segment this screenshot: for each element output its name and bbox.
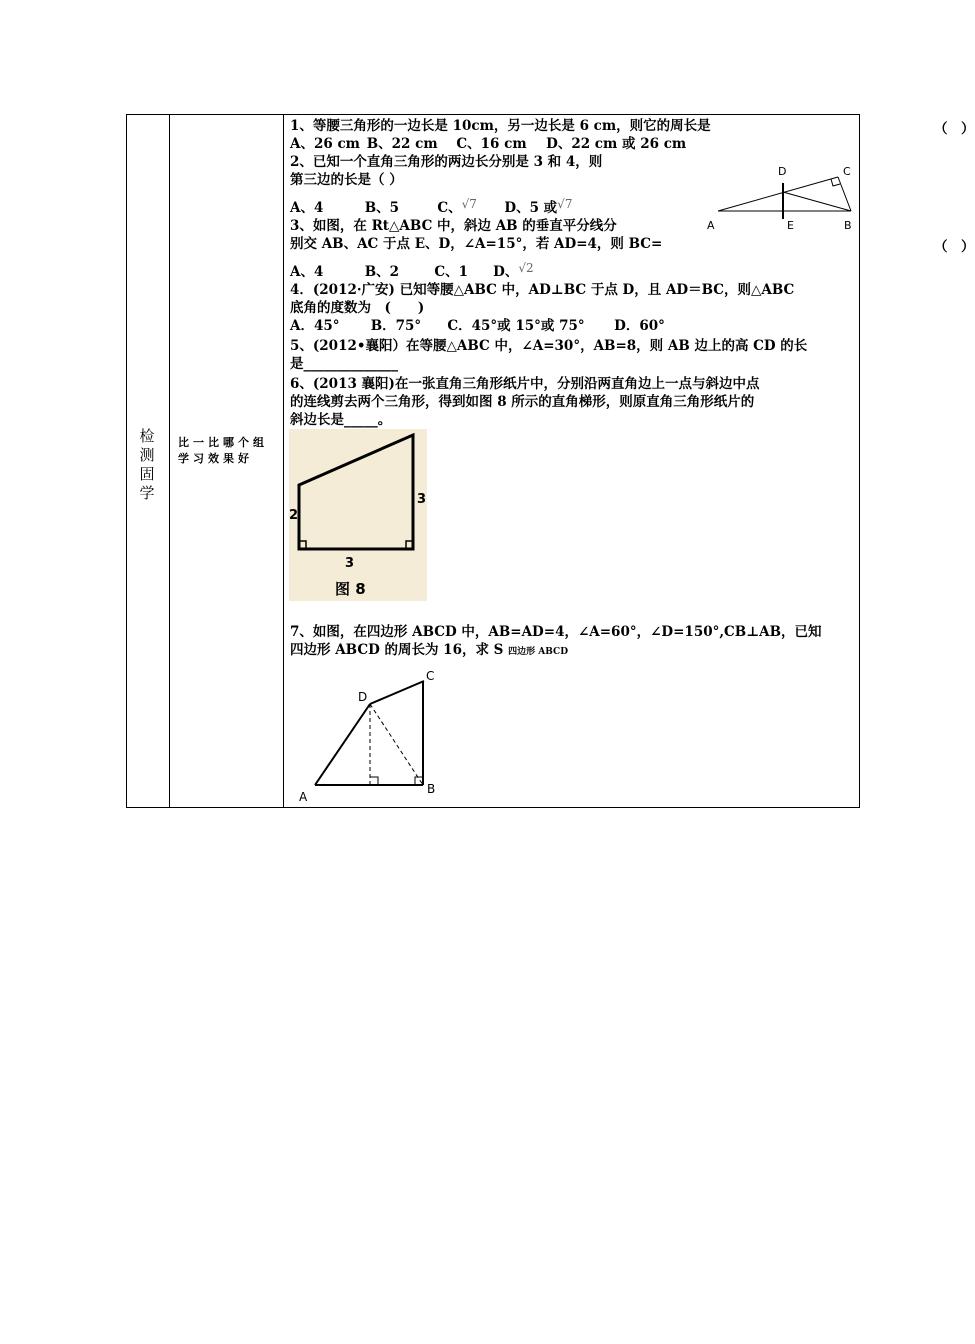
- q7-figure: [292, 667, 452, 803]
- q3-stem-1: 3、如图，在 Rt△ABC 中，斜边 AB 的垂直平分线分: [290, 218, 617, 234]
- q3-option-a: A、4: [290, 264, 324, 280]
- q3-option-d: D、: [493, 264, 519, 280]
- q7-diagonal-dashed: [370, 704, 423, 785]
- q2-option-a: A、4: [290, 200, 324, 216]
- section-column: [127, 115, 170, 807]
- q1-option-a: A、26 cm: [290, 136, 360, 152]
- section-title-char: 检: [139, 427, 155, 445]
- q7-right-angle-b: [415, 777, 423, 785]
- note-text: 比一比哪个组学习效果好: [178, 436, 268, 465]
- q3-label-d: D: [778, 165, 787, 178]
- q7-side-dc: [370, 681, 424, 704]
- q3-option-b: B、2: [364, 264, 400, 280]
- q1-option-b: B、22 cm: [366, 136, 438, 152]
- q6-figure: [289, 429, 427, 601]
- q3-sqrt2: √2: [518, 261, 534, 275]
- q7-right-angle-foot: [370, 777, 378, 785]
- q7-label-d: D: [358, 690, 368, 704]
- q3-label-b: B: [844, 219, 852, 232]
- q1-option-d: D、22 cm 或 26 cm: [546, 136, 687, 152]
- q3-label-e: E: [787, 219, 794, 232]
- q6-stem-2: 的连线剪去两个三角形，得到如图 8 所示的直角梯形，则原直角三角形纸片的: [290, 394, 755, 410]
- q7-side-ad: [315, 704, 370, 785]
- q5-stem-1: 5、(2012•襄阳）在等腰△ABC 中，∠A=30°，AB=8，则 AB 边上的高 CD 的长: [290, 338, 808, 354]
- q4-stem-2: 底角的度数为 ( ): [290, 300, 425, 316]
- q2-options: [290, 199, 572, 217]
- q3-label-c: C: [843, 165, 851, 178]
- q2-sqrt7b: √7: [557, 197, 573, 211]
- q3-stem-2: 别交 AB、AC 于点 E、D，∠A=15°，若 AD=4，则 BC=: [290, 236, 663, 252]
- exercise-table: [126, 114, 975, 808]
- q1-option-c: C、16 cm: [456, 136, 527, 152]
- q2-option-b: B、5: [364, 200, 400, 216]
- q3-option-c: C、1: [434, 264, 469, 280]
- q7-stem-1: 7、如图，在四边形 ABCD 中，AB=AD=4，∠A=60°，∠D=150°,CB⊥AB，已知: [290, 624, 822, 640]
- questions-column: [284, 115, 975, 807]
- note-column: [170, 115, 284, 807]
- q2-option-c: C、: [437, 200, 462, 216]
- q5-stem-2: 是______________: [290, 356, 398, 372]
- q7-stem-2: [290, 641, 568, 661]
- q3-options: [290, 263, 534, 281]
- section-title-char: 固: [139, 465, 155, 483]
- q4-stem-1: 4．(2012·广安) 已知等腰△ABC 中，AD⊥BC 于点 D，且 AD＝BC，则△ABC: [290, 282, 795, 298]
- q7-subscript: 四边形 ABCD: [508, 647, 568, 657]
- q3-segment-db: [783, 192, 851, 211]
- q3-side-cb: [838, 177, 851, 211]
- q4-option-b: B．75°: [370, 318, 422, 334]
- q4-option-c: C．45°或 15°或 75°: [447, 318, 585, 334]
- q2-stem-1: 2、已知一个直角三角形的两边长分别是 3 和 4，则: [290, 154, 603, 170]
- q6-caption: 图 8: [335, 580, 366, 598]
- q6-stem-3: 斜边长是_____。: [290, 412, 392, 428]
- q7-label-a: A: [299, 790, 308, 804]
- q2-sqrt7: √7: [461, 197, 477, 211]
- q6-stem-1: 6、(2013 襄阳)在一张直角三角形纸片中，分别沿两直角边上一点与斜边中点: [290, 376, 760, 392]
- q6-figure-background: [289, 429, 427, 601]
- q6-label-left: 2: [289, 508, 299, 523]
- q2-option-d: D、5 或: [504, 200, 558, 216]
- q4-option-d: D．60°: [614, 318, 665, 334]
- q1-stem: 1、等腰三角形的一边长是 10cm，另一边长是 6 cm，则它的周长是: [290, 118, 711, 134]
- q3-figure: [704, 163, 854, 235]
- q3-label-a: A: [707, 219, 715, 232]
- q3-side-ac: [718, 177, 838, 211]
- q7-label-b: B: [427, 782, 436, 796]
- q7-label-c: C: [426, 669, 435, 683]
- q2-stem-2: 第三边的长是（ ）: [290, 172, 403, 188]
- q1-options: [290, 135, 686, 153]
- q1-paren: （ ）: [934, 121, 975, 137]
- section-title-char: 学: [139, 484, 155, 502]
- q6-label-bottom: 3: [345, 556, 355, 571]
- q4-options: [290, 317, 665, 335]
- section-title-char: 测: [139, 446, 155, 464]
- section-title: [137, 427, 157, 503]
- q3-paren: （ ）: [934, 239, 975, 255]
- q4-option-a: A．45°: [290, 318, 340, 334]
- q6-label-right: 3: [417, 492, 427, 507]
- q7-stem-2-text: 四边形 ABCD 的周长为 16，求 S: [290, 642, 504, 658]
